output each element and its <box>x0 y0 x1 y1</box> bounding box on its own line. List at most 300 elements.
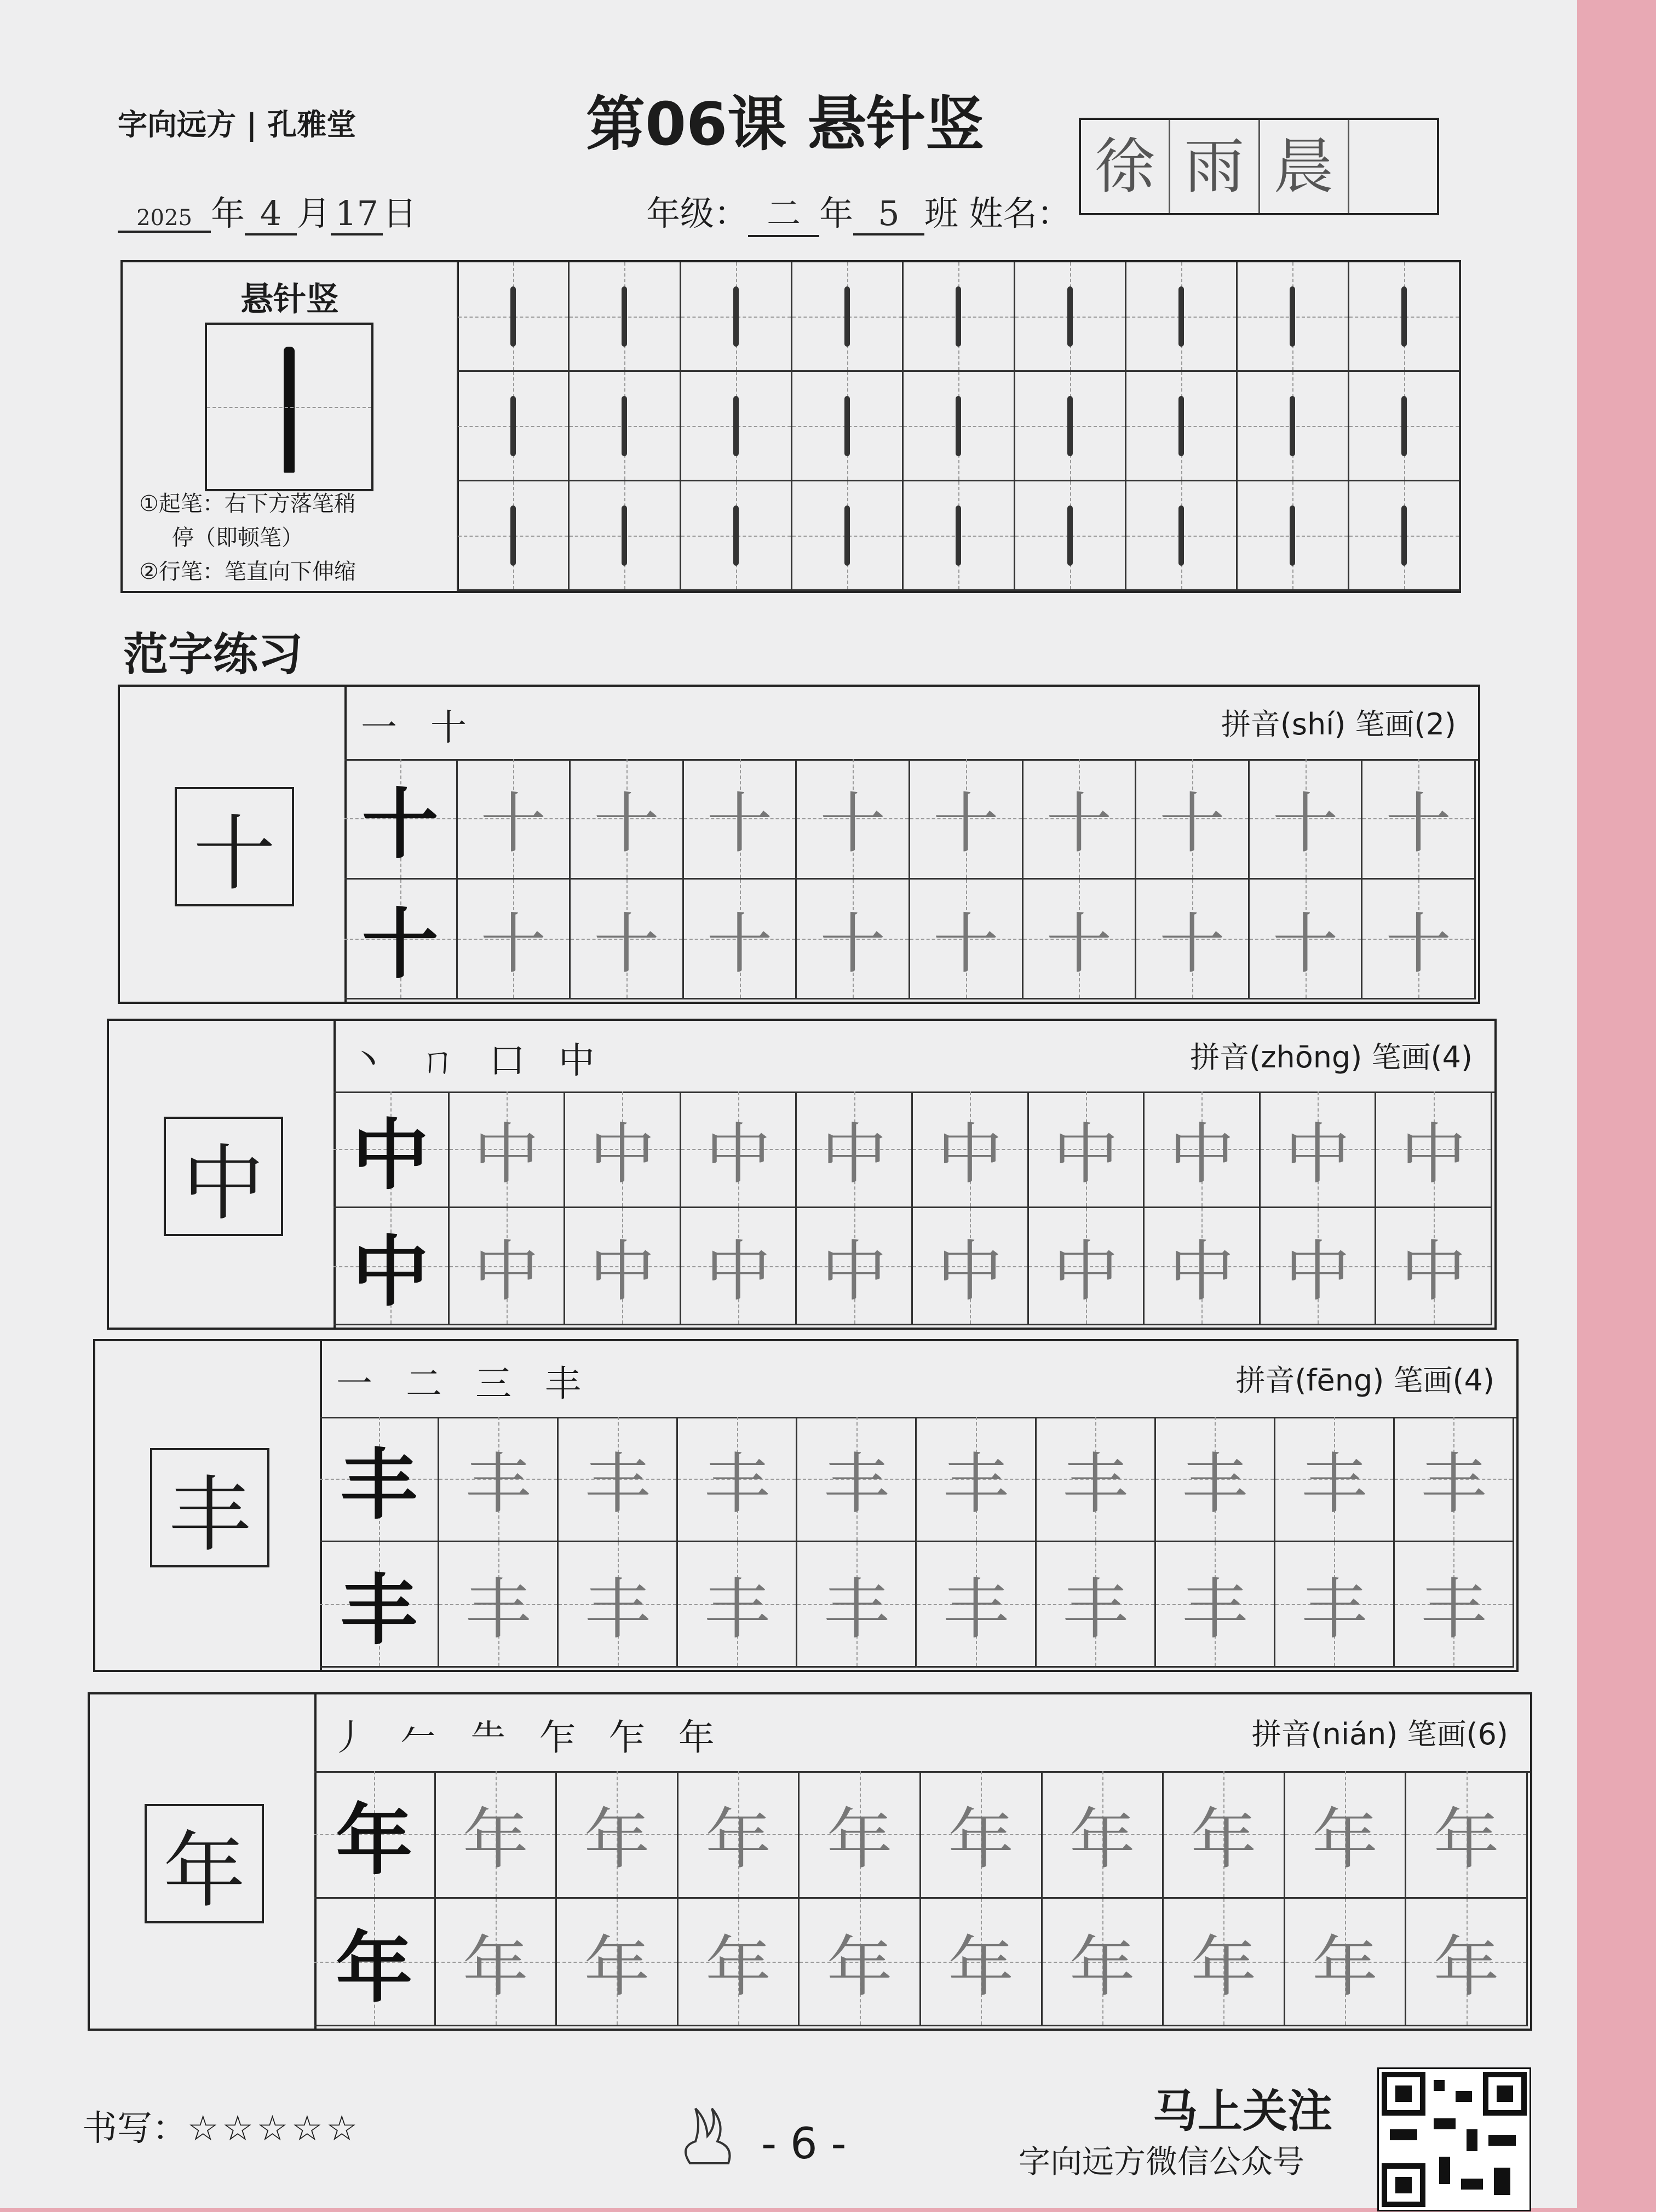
stroke-count: 笔画(4) <box>1362 1040 1473 1075</box>
hanging-needle-stroke <box>1401 505 1407 566</box>
practice-character: 中 <box>821 1117 887 1193</box>
practice-character: 丰 <box>704 1446 770 1522</box>
practice-cell <box>565 1091 681 1209</box>
practice-character: 年 <box>1433 1929 1499 2006</box>
character-block <box>93 1339 1519 1672</box>
hanging-needle-stroke <box>733 286 739 347</box>
hanging-needle-stroke <box>956 505 961 566</box>
name-char: 雨 <box>1170 120 1260 213</box>
name-box <box>1079 118 1439 215</box>
hanging-needle-stroke <box>510 286 516 347</box>
grade-suffix: 年 <box>819 193 854 233</box>
practice-cell <box>571 880 684 999</box>
character-sample-panel <box>90 1694 317 2029</box>
practice-character: 十 <box>820 786 886 863</box>
writing-rating <box>82 2100 361 2151</box>
hanging-needle-stroke <box>1401 286 1407 347</box>
practice-cell <box>450 1208 566 1325</box>
brand-logo: 字向远方 | 孔雅堂 <box>118 107 357 142</box>
stroke-count: 笔画(6) <box>1398 1717 1508 1752</box>
practice-character: 年 <box>1069 1929 1135 2006</box>
practice-cell <box>1043 1771 1164 1899</box>
practice-cell <box>1250 880 1363 999</box>
stroke-practice-mark <box>458 481 568 589</box>
practice-cell <box>1037 1542 1156 1668</box>
practice-character: 年 <box>1069 1802 1135 1878</box>
practice-character: 中 <box>1169 1117 1235 1193</box>
stroke-practice-cell <box>1238 481 1349 591</box>
character-sample-panel <box>109 1021 336 1328</box>
practice-cell <box>679 1771 800 1899</box>
practice-cell <box>681 1208 797 1325</box>
stroke-practice-mark <box>458 262 568 370</box>
stroke-practice-cell <box>904 372 1015 481</box>
practice-character: 丰 <box>704 1572 770 1648</box>
practice-cell <box>1261 1208 1377 1325</box>
practice-character: 丰 <box>584 1572 651 1648</box>
class-value: 5 <box>853 193 924 235</box>
practice-cell <box>1406 1771 1528 1899</box>
hanging-needle-stroke <box>733 505 739 566</box>
practice-cell <box>913 1208 1029 1325</box>
model-character: 年 <box>336 1796 413 1886</box>
practice-cell <box>344 759 458 879</box>
practice-cell <box>1156 1542 1275 1668</box>
name-char <box>1349 120 1437 213</box>
practice-cell <box>1024 880 1137 999</box>
practice-cell <box>1145 1208 1261 1325</box>
stroke-practice-cell <box>570 481 681 591</box>
stroke-practice-mark <box>570 372 679 480</box>
pinyin-label: 拼音(zhōng) <box>1190 1040 1362 1075</box>
practice-character: 丰 <box>1182 1446 1248 1522</box>
grade-label: 年级： <box>646 193 749 233</box>
practice-cell <box>1285 1899 1407 2026</box>
practice-cell <box>1406 1899 1528 2026</box>
practice-character: 十 <box>820 906 886 983</box>
stroke-diagram <box>205 323 373 491</box>
practice-cell <box>344 880 458 999</box>
practice-character: 中 <box>1400 1117 1467 1193</box>
practice-cell <box>565 1208 681 1325</box>
practice-cell <box>314 1771 436 1899</box>
practice-cell <box>800 1899 921 2026</box>
hanging-needle-stroke <box>733 396 739 456</box>
stroke-practice-mark <box>1126 481 1236 589</box>
practice-cell <box>1024 759 1137 879</box>
character-block <box>88 1692 1532 2031</box>
practice-character: 丰 <box>465 1446 531 1522</box>
practice-cell <box>1145 1091 1261 1209</box>
practice-cell <box>450 1091 566 1209</box>
practice-character: 十 <box>593 906 659 983</box>
practice-character: 十 <box>1159 906 1225 983</box>
hanging-needle-stroke <box>956 396 961 456</box>
hanging-needle-stroke <box>1290 505 1295 566</box>
practice-cell <box>1275 1542 1395 1668</box>
stroke-practice-mark <box>570 481 679 589</box>
stroke-practice-cell <box>1015 481 1126 591</box>
practice-cell <box>557 1771 679 1899</box>
sample-character: 年 <box>145 1804 264 1923</box>
practice-character: 年 <box>826 1929 893 2006</box>
practice-character: 中 <box>589 1233 656 1310</box>
day-label: 日 <box>383 193 417 233</box>
practice-character: 丰 <box>1421 1572 1487 1648</box>
practice-character: 年 <box>462 1929 528 2006</box>
date-day: 17 <box>331 193 383 235</box>
practice-character: 中 <box>1400 1233 1467 1310</box>
practice-cell <box>1164 1899 1285 2026</box>
stroke-count: 笔画(2) <box>1346 707 1456 742</box>
stroke-practice-mark <box>904 481 1013 589</box>
practice-cell <box>1136 880 1250 999</box>
grade-value: 二 <box>748 186 819 237</box>
stroke-practice-mark <box>681 262 791 370</box>
rating-stars[interactable]: ☆☆☆☆☆ <box>187 2108 361 2149</box>
year-label: 年 <box>211 193 245 233</box>
practice-character: 年 <box>1312 1802 1378 1878</box>
hanging-needle-stroke <box>622 286 627 347</box>
model-character: 中 <box>352 1228 429 1318</box>
practice-character: 年 <box>705 1929 772 2006</box>
pinyin-strokes <box>1221 701 1456 743</box>
sample-character: 丰 <box>150 1448 269 1567</box>
hanging-needle-stroke <box>622 396 627 456</box>
practice-character: 丰 <box>1062 1446 1129 1522</box>
practice-cell <box>678 1542 797 1668</box>
pinyin-strokes <box>1252 1711 1508 1753</box>
stroke-practice-mark <box>1238 262 1347 370</box>
stroke-practice-cell <box>1238 262 1349 372</box>
stroke-practice-cell <box>681 372 792 481</box>
stroke-practice-mark <box>1349 481 1459 589</box>
writing-label: 书写： <box>82 2108 187 2149</box>
qr-code-icon[interactable] <box>1377 2067 1531 2211</box>
practice-character: 丰 <box>1182 1572 1248 1648</box>
practice-character: 丰 <box>1301 1572 1367 1648</box>
practice-cell <box>1261 1091 1377 1209</box>
stroke-practice-cell <box>1238 372 1349 481</box>
stroke-practice-cell <box>1126 481 1238 591</box>
practice-character: 中 <box>589 1117 656 1193</box>
practice-cell <box>557 1899 679 2026</box>
practice-cell <box>314 1899 436 2026</box>
practice-character: 丰 <box>943 1572 1009 1648</box>
stroke-practice-mark <box>1015 372 1125 480</box>
practice-cell <box>797 1208 913 1325</box>
practice-character: 中 <box>1053 1117 1119 1193</box>
name-char: 晨 <box>1260 120 1349 213</box>
hanging-needle-stroke <box>510 505 516 566</box>
practice-cell <box>910 759 1024 879</box>
month-label: 月 <box>297 193 331 233</box>
character-sample-panel <box>120 687 347 1002</box>
practice-cell <box>797 1091 913 1209</box>
grade-line <box>646 186 1071 237</box>
practice-character: 十 <box>480 906 547 983</box>
stroke-note-1: ①起笔：右下方落笔稍 <box>139 491 356 516</box>
hanging-needle-stroke <box>1290 396 1295 456</box>
stroke-practice-cell <box>1349 481 1461 591</box>
practice-character: 中 <box>1053 1233 1119 1310</box>
hanging-needle-stroke <box>1067 505 1073 566</box>
practice-cell <box>1043 1899 1164 2026</box>
stroke-practice-mark <box>1015 262 1125 370</box>
practice-cell <box>1285 1771 1407 1899</box>
practice-character: 中 <box>1169 1233 1235 1310</box>
practice-character: 中 <box>705 1233 772 1310</box>
practice-character: 中 <box>937 1233 1003 1310</box>
follow-heading: 马上关注 <box>1153 2085 1333 2138</box>
practice-character: 中 <box>473 1233 539 1310</box>
practice-cell <box>1164 1771 1285 1899</box>
practice-cell <box>678 1417 797 1542</box>
rabbit-icon <box>674 2103 756 2169</box>
stroke-practice-mark <box>1349 262 1459 370</box>
practice-cell <box>1362 880 1476 999</box>
practice-character: 年 <box>1191 1929 1257 2006</box>
page-number: - 6 - <box>761 2119 847 2169</box>
character-block <box>107 1019 1497 1330</box>
practice-cell <box>1395 1417 1514 1542</box>
stroke-practice-cell <box>904 481 1015 591</box>
stroke-order: 丶 ㄇ 口 中 <box>350 1039 606 1082</box>
practice-character: 年 <box>826 1802 893 1878</box>
practice-character: 年 <box>584 1802 650 1878</box>
stroke-practice-mark <box>792 372 902 480</box>
practice-cell <box>559 1417 678 1542</box>
stroke-title: 悬针竖 <box>240 280 339 319</box>
hanging-needle-stroke <box>510 396 516 456</box>
practice-cell <box>797 1542 917 1668</box>
hanging-needle-stroke <box>1290 286 1295 347</box>
practice-character: 丰 <box>823 1446 889 1522</box>
practice-character: 中 <box>473 1117 539 1193</box>
name-char: 徐 <box>1081 120 1170 213</box>
hanging-needle-stroke <box>844 286 850 347</box>
hanging-needle-stroke <box>1178 396 1184 456</box>
hanging-needle-stroke <box>844 505 850 566</box>
stroke-practice-mark <box>1126 262 1236 370</box>
practice-cell <box>681 1091 797 1209</box>
sample-character: 十 <box>175 787 294 906</box>
stroke-practice-cell <box>458 481 570 591</box>
practice-cell <box>917 1417 1037 1542</box>
stroke-practice-cell <box>458 372 570 481</box>
model-character: 十 <box>361 900 439 990</box>
practice-cell <box>1029 1208 1145 1325</box>
practice-cell <box>439 1542 559 1668</box>
practice-cell <box>913 1091 1029 1209</box>
practice-cell <box>1136 759 1250 879</box>
practice-cell <box>559 1542 678 1668</box>
stroke-practice-cell <box>1126 262 1238 372</box>
practice-character: 中 <box>1285 1233 1351 1310</box>
practice-character: 中 <box>705 1117 772 1193</box>
date-line <box>118 186 417 235</box>
practice-cell <box>679 1899 800 2026</box>
practice-character: 十 <box>933 786 999 863</box>
model-character: 十 <box>361 780 439 870</box>
practice-character: 十 <box>1385 906 1452 983</box>
pinyin-strokes <box>1190 1034 1473 1076</box>
stroke-practice-mark <box>1126 372 1236 480</box>
practice-character: 中 <box>821 1233 887 1310</box>
stroke-practice-mark <box>904 262 1013 370</box>
stroke-practice-cell <box>458 262 570 372</box>
practice-character: 十 <box>706 786 773 863</box>
stroke-practice-mark <box>792 262 902 370</box>
hanging-needle-stroke <box>844 396 850 456</box>
practice-cell <box>910 880 1024 999</box>
hanging-needle-stroke <box>1178 505 1184 566</box>
pinyin-label: 拼音(nián) <box>1251 1717 1398 1752</box>
practice-cell <box>436 1899 557 2026</box>
stroke-practice-cell <box>792 372 904 481</box>
stroke-practice-mark <box>904 372 1013 480</box>
practice-character: 年 <box>462 1802 528 1878</box>
practice-character: 年 <box>1433 1802 1499 1878</box>
stroke-practice-mark <box>681 372 791 480</box>
practice-cell <box>458 880 571 999</box>
practice-cell <box>436 1771 557 1899</box>
practice-character: 丰 <box>823 1572 889 1648</box>
stroke-practice-mark <box>792 481 902 589</box>
stroke-practice-mark <box>1015 481 1125 589</box>
stroke-practice-cell <box>792 262 904 372</box>
practice-character: 年 <box>1191 1802 1257 1878</box>
practice-cell <box>1037 1417 1156 1542</box>
wechat-label: 字向远方微信公众号 <box>1019 2143 1305 2180</box>
practice-character: 丰 <box>465 1572 531 1648</box>
practice-cell <box>800 1771 921 1899</box>
practice-cell <box>320 1417 439 1542</box>
section-title: 范字练习 <box>123 629 303 681</box>
stroke-practice-cell <box>1015 262 1126 372</box>
class-label: 班 姓名： <box>924 193 1071 233</box>
practice-character: 十 <box>1046 906 1112 983</box>
hanging-needle-stroke <box>622 505 627 566</box>
stroke-practice-cell <box>1349 262 1461 372</box>
model-character: 丰 <box>340 1440 417 1530</box>
practice-cell <box>797 1417 917 1542</box>
practice-cell <box>1395 1542 1514 1668</box>
sample-character: 中 <box>164 1117 283 1236</box>
stroke-note-2: 停（即顿笔） <box>172 525 303 550</box>
stroke-practice-cell <box>1015 372 1126 481</box>
stroke-order: 一 二 三 丰 <box>336 1363 592 1405</box>
model-character: 年 <box>336 1923 413 2013</box>
practice-character: 十 <box>706 906 773 983</box>
practice-cell <box>797 880 910 999</box>
practice-cell <box>458 759 571 879</box>
practice-cell <box>921 1771 1043 1899</box>
stroke-practice-cell <box>681 262 792 372</box>
stroke-practice-cell <box>792 481 904 591</box>
practice-cell <box>334 1091 450 1209</box>
practice-cell <box>571 759 684 879</box>
date-month: 4 <box>245 193 297 235</box>
practice-cell <box>1156 1417 1275 1542</box>
hanging-needle-stroke <box>1178 286 1184 347</box>
practice-character: 丰 <box>943 1446 1009 1522</box>
stroke-practice-table <box>120 260 1461 593</box>
stroke-practice-mark <box>1238 372 1347 480</box>
stroke-order: 丿 𠂉 ⺧ 乍 乍 年 <box>331 1716 726 1759</box>
practice-cell <box>921 1899 1043 2026</box>
stroke-practice-cell <box>1126 372 1238 481</box>
stroke-practice-cell <box>1349 372 1461 481</box>
stroke-practice-mark <box>681 481 791 589</box>
practice-character: 年 <box>948 1802 1014 1878</box>
stroke-practice-cell <box>570 372 681 481</box>
practice-character: 十 <box>1385 786 1452 863</box>
stroke-practice-cell <box>681 481 792 591</box>
stroke-count: 笔画(4) <box>1384 1363 1494 1398</box>
practice-character: 十 <box>1159 786 1225 863</box>
practice-cell <box>684 759 797 879</box>
practice-character: 十 <box>593 786 659 863</box>
practice-character: 丰 <box>1301 1446 1367 1522</box>
practice-character: 十 <box>1272 906 1338 983</box>
stroke-practice-mark <box>1238 481 1347 589</box>
stroke-practice-cell <box>904 262 1015 372</box>
character-block <box>118 685 1480 1004</box>
practice-character: 十 <box>933 906 999 983</box>
practice-character: 年 <box>705 1802 772 1878</box>
practice-cell <box>684 880 797 999</box>
practice-character: 年 <box>948 1929 1014 2006</box>
practice-character: 年 <box>1312 1929 1378 2006</box>
practice-character: 丰 <box>1062 1572 1129 1648</box>
practice-character: 十 <box>1272 786 1338 863</box>
stroke-practice-mark <box>570 262 679 370</box>
hanging-needle-stroke <box>1067 396 1073 456</box>
practice-cell <box>1250 759 1363 879</box>
character-sample-panel <box>95 1341 322 1670</box>
stroke-practice-cell <box>570 262 681 372</box>
hanging-needle-stroke <box>1067 286 1073 347</box>
model-character: 中 <box>352 1111 429 1200</box>
practice-character: 十 <box>1046 786 1112 863</box>
hanging-needle-stroke <box>1401 396 1407 456</box>
hanging-needle-stroke <box>956 286 961 347</box>
practice-character: 丰 <box>584 1446 651 1522</box>
page-title: 第06课 悬针竖 <box>586 90 985 159</box>
pinyin-label: 拼音(fēng) <box>1235 1363 1384 1398</box>
practice-character: 年 <box>584 1929 650 2006</box>
pinyin-label: 拼音(shí) <box>1221 707 1346 742</box>
practice-cell <box>1275 1417 1395 1542</box>
practice-character: 丰 <box>1421 1446 1487 1522</box>
practice-cell <box>1362 759 1476 879</box>
practice-character: 十 <box>480 786 547 863</box>
stroke-practice-mark <box>1349 372 1459 480</box>
stroke-grid <box>457 262 1461 591</box>
practice-cell <box>1376 1091 1492 1209</box>
practice-cell <box>917 1542 1037 1668</box>
practice-character: 中 <box>1285 1117 1351 1193</box>
date-year: 2025 <box>118 205 211 233</box>
stroke-note-3: ②行笔：笔直向下伸缩 <box>139 559 356 584</box>
practice-cell <box>334 1208 450 1325</box>
model-character: 丰 <box>340 1566 417 1656</box>
practice-cell <box>439 1417 559 1542</box>
practice-cell <box>797 759 910 879</box>
pinyin-strokes <box>1235 1357 1494 1399</box>
practice-cell <box>320 1542 439 1668</box>
